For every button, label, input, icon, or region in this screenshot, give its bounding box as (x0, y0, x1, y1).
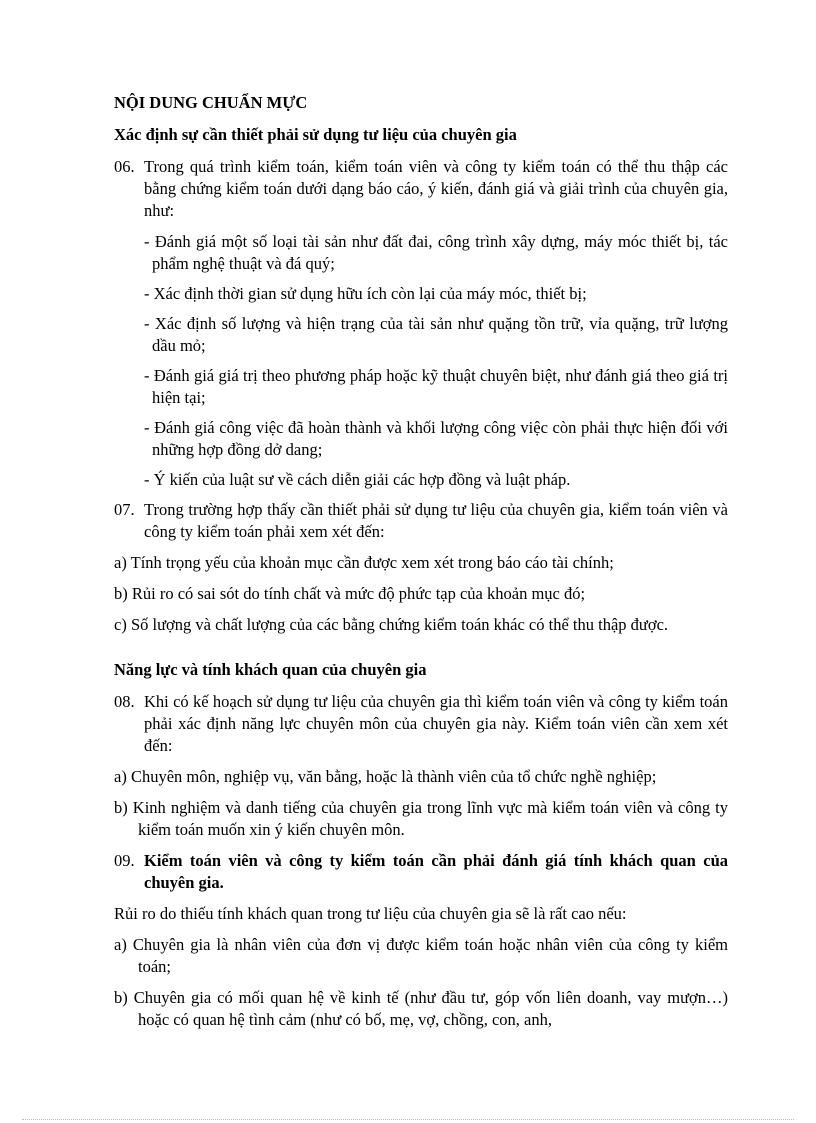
page-bottom-divider (22, 1119, 794, 1120)
paragraph-text: Kiểm toán viên và công ty kiểm toán cần phải đánh giá tính khách quan của chuyên gia. (144, 851, 728, 892)
list-item: a) Tính trọng yếu của khoản mục cần được xem xét trong báo cáo tài chính; (114, 553, 614, 572)
paragraph-text: Khi có kế hoạch sử dụng tư liệu của chuyên gia thì kiểm toán viên và công ty kiểm toán phải xác định năng lực chuyên môn của chuyên gia này. Kiểm toán viên cần xem xét đến: (144, 692, 728, 755)
section-heading-competence: Năng lực và tính khách quan của chuyên gia (114, 660, 427, 679)
paragraph-number: 07. (114, 500, 135, 519)
paragraph-number: 06. (114, 157, 135, 176)
paragraph-number: 08. (114, 692, 135, 711)
list-item: a) Chuyên môn, nghiệp vụ, văn bằng, hoặc là thành viên của tổ chức nghề nghiệp; (114, 767, 657, 786)
paragraph-text: Trong quá trình kiểm toán, kiểm toán viên và công ty kiểm toán có thể thu thập các bằng chứng kiểm toán dưới dạng báo cáo, ý kiến, đánh giá và giải trình của chuyên gia, như: (144, 157, 728, 220)
bullet-item: - Đánh giá một số loại tài sản như đất đai, công trình xây dựng, máy móc thiết bị, tác phẩm nghệ thuật và đá quý; (144, 232, 728, 273)
document-page (114, 92, 728, 1040)
paragraph-06 (114, 156, 728, 222)
section-heading-necessity: Xác định sự cần thiết phải sử dụng tư liệu của chuyên gia (114, 125, 517, 144)
bullet-item: - Xác định số lượng và hiện trạng của tài sản như quặng tồn trữ, vỉa quặng, trữ lượng dầu mỏ; (144, 314, 728, 355)
risk-intro: Rủi ro do thiếu tính khách quan trong tư liệu của chuyên gia sẽ là rất cao nếu: (114, 904, 627, 923)
paragraph-07 (114, 499, 728, 543)
bullet-item: - Xác định thời gian sử dụng hữu ích còn lại của máy móc, thiết bị; (144, 284, 587, 303)
list-item: b) Chuyên gia có mối quan hệ về kinh tế (như đầu tư, góp vốn liên doanh, vay mượn…) hoặc có quan hệ tình cảm (như có bố, mẹ, vợ, chồng, con, anh, (114, 988, 728, 1029)
paragraph-number: 09. (114, 851, 135, 870)
bullet-item: - Đánh giá công việc đã hoàn thành và khối lượng công việc còn phải thực hiện đối với những hợp đồng dở dang; (144, 418, 728, 459)
bullet-item: - Ý kiến của luật sư về cách diễn giải các hợp đồng và luật pháp. (144, 470, 571, 489)
list-item: a) Chuyên gia là nhân viên của đơn vị được kiểm toán hoặc nhân viên của công ty kiểm toán; (114, 935, 728, 976)
list-item: c) Số lượng và chất lượng của các bằng chứng kiểm toán khác có thể thu thập được. (114, 615, 669, 634)
list-item: b) Kinh nghiệm và danh tiếng của chuyên gia trong lĩnh vực mà kiểm toán viên và công ty kiểm toán muốn xin ý kiến chuyên môn. (114, 798, 728, 839)
page-title: NỘI DUNG CHUẨN MỰC (114, 93, 308, 112)
paragraph-08 (114, 691, 728, 757)
spacer (114, 645, 728, 659)
bullet-item: - Đánh giá giá trị theo phương pháp hoặc kỹ thuật chuyên biệt, như đánh giá theo giá trị hiện tại; (144, 366, 728, 407)
paragraph-text: Trong trường hợp thấy cần thiết phải sử dụng tư liệu của chuyên gia, kiểm toán viên và công ty kiểm toán phải xem xét đến: (144, 500, 728, 541)
list-item: b) Rủi ro có sai sót do tính chất và mức độ phức tạp của khoản mục đó; (114, 584, 586, 603)
paragraph-09 (114, 850, 728, 894)
